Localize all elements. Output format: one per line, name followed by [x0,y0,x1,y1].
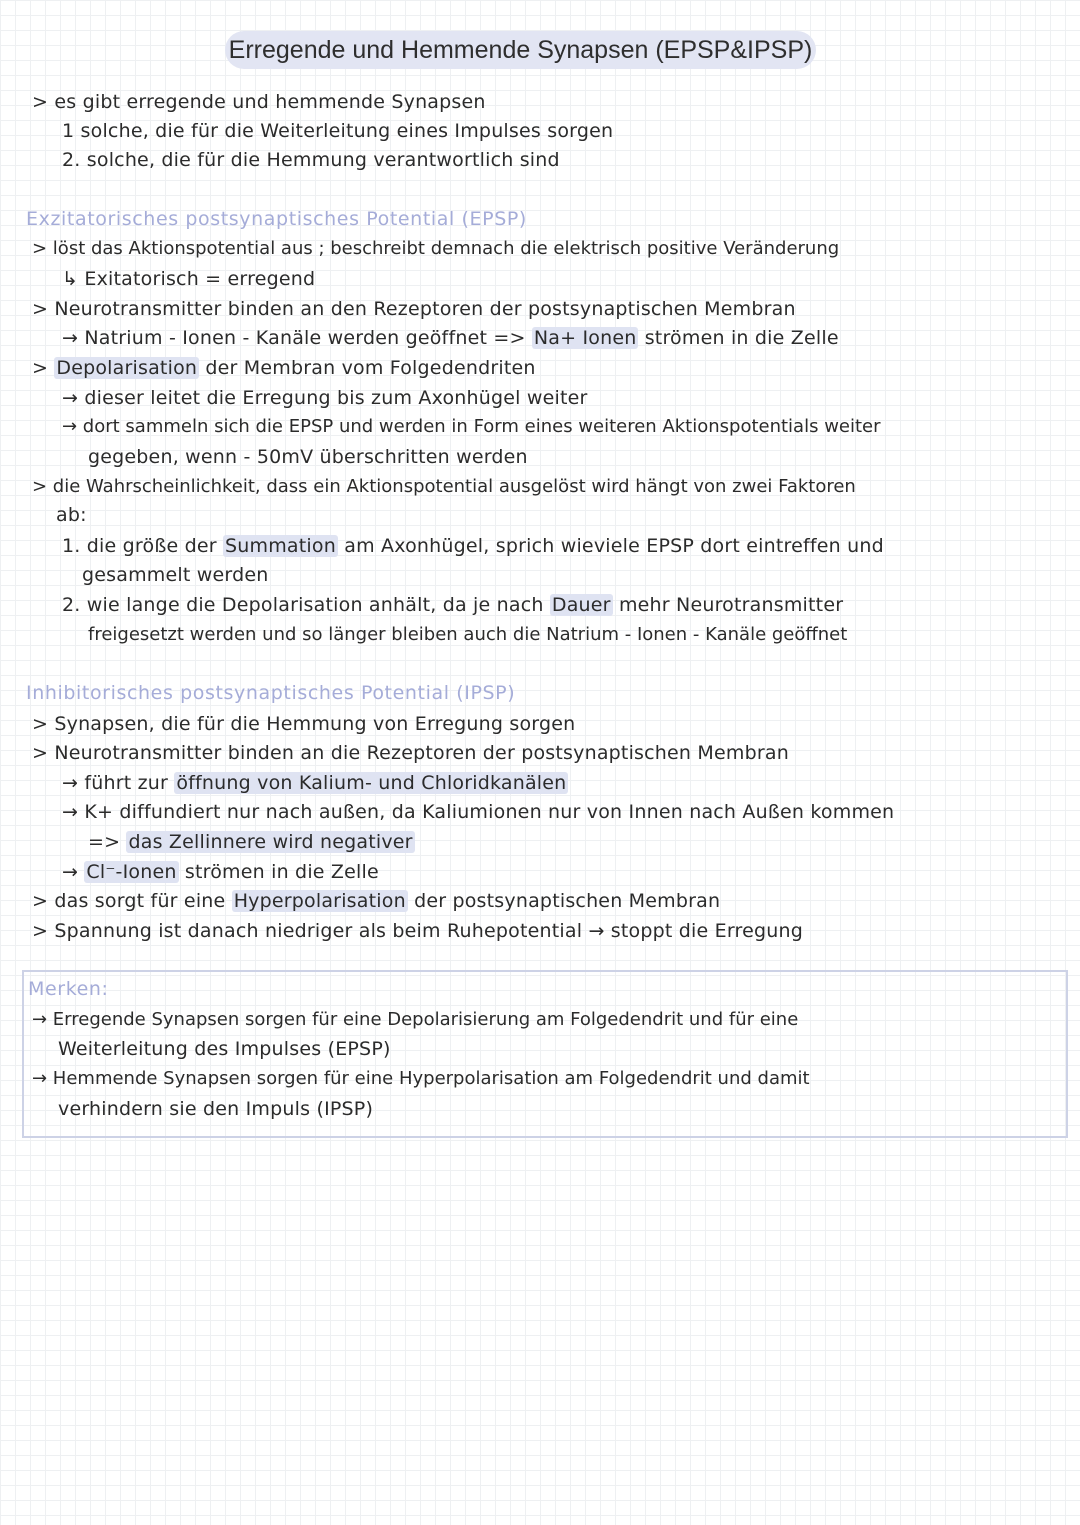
ipsp-line-6-end: strömen in die Zelle [178,861,379,883]
ipsp-line-5-start: => [88,831,127,853]
ipsp-line-3-start: → führt zur [62,772,175,794]
epsp-line-5-start: > [32,357,55,379]
ipsp-line-2: > Neurotransmitter binden an die Rezeptoren der postsynaptischen Membran [32,742,789,764]
epsp-line-4 [62,326,839,350]
factor-2-start: 2. wie lange die Depolarisation anhält, da je nach [62,594,550,616]
ipsp-line-7-end: der postsynaptischen Membran [407,890,721,912]
factor-1-end: am Axonhügel, sprich wieviele EPSP dort eintreffen und [337,535,884,557]
epsp-line-5-end: der Membran vom Folgedendriten [199,357,536,379]
highlight-hyperpolarisation: Hyperpolarisation [233,890,406,912]
highlight-summation: Summation [225,535,336,557]
memo-line-3: → Hemmende Synapsen sorgen für eine Hyperpolarisation am Folgedendrit und damit [32,1068,810,1089]
factor-2-end: mehr Neurotransmitter [612,594,844,616]
epsp-line-10: ab: [56,504,87,526]
epsp-line-2: ↳ Exitatorisch = erregend [62,268,316,290]
ipsp-line-7-start: > das sorgt für eine [32,890,232,912]
factor-2 [62,593,843,617]
factor-1-start: 1. die größe der [62,535,224,557]
highlight-cl-ions: Cl⁻-Ionen [86,861,177,883]
intro-item-2: 2. solche, die für die Hemmung verantwortlich sind [62,149,560,171]
epsp-line-6: → dieser leitet die Erregung bis zum Axonhügel weiter [62,387,588,409]
factor-1-cont: gesammelt werden [82,564,269,586]
ipsp-heading: Inhibitorisches postsynaptisches Potential (IPSP) [26,682,516,704]
ipsp-line-8: > Spannung ist danach niedriger als beim Ruhepotential → stoppt die Erregung [32,920,804,942]
highlight-negative: das Zellinnere wird negativer [128,831,413,853]
ipsp-line-6-start: → [62,861,85,883]
intro-item-1: 1 solche, die für die Weiterleitung eines Impulses sorgen [62,120,614,142]
page-title: Erregende und Hemmende Synapsen (EPSP&IPSP) [225,31,816,69]
highlight-dauer: Dauer [551,594,611,616]
memo-line-4: verhindern sie den Impuls (IPSP) [58,1098,374,1120]
highlight-depolarisation: Depolarisation [56,357,198,379]
epsp-line-5 [32,356,536,380]
epsp-line-3: > Neurotransmitter binden an den Rezeptoren der postsynaptischen Membran [32,298,796,320]
ipsp-line-6 [62,860,379,884]
epsp-heading: Exzitatorisches postsynaptisches Potential (EPSP) [26,208,527,230]
ipsp-line-3 [62,771,568,795]
ipsp-line-7 [32,889,720,913]
highlight-channels: öffnung von Kalium- und Chloridkanälen [176,772,567,794]
ipsp-line-5 [88,830,415,854]
epsp-line-7: → dort sammeln sich die EPSP und werden in Form eines weiteren Aktionspotentials weiter [62,416,881,437]
memo-line-1: → Erregende Synapsen sorgen für eine Depolarisierung am Folgedendrit und für eine [32,1009,799,1030]
epsp-line-4-text: → Natrium - Ionen - Kanäle werden geöffnet => [62,327,532,349]
epsp-line-1: > löst das Aktionspotential aus ; beschreibt demnach die elektrisch positive Veränderung [32,238,840,259]
memo-heading: Merken: [28,978,109,1000]
factor-2-cont: freigesetzt werden und so länger bleiben auch die Natrium - Ionen - Kanäle geöffnet [88,624,848,645]
epsp-line-8: gegeben, wenn - 50mV überschritten werden [88,446,528,468]
epsp-line-9: > die Wahrscheinlichkeit, dass ein Aktionspotential ausgelöst wird hängt von zwei Faktoren [32,476,856,497]
highlight-na-ions: Na+ Ionen [533,327,637,349]
ipsp-line-4: → K+ diffundiert nur nach außen, da Kaliumionen nur von Innen nach Außen kommen [62,801,895,823]
ipsp-line-1: > Synapsen, die für die Hemmung von Erregung sorgen [32,713,576,735]
memo-line-2: Weiterleitung des Impulses (EPSP) [58,1038,391,1060]
intro-line: > es gibt erregende und hemmende Synapsen [32,91,486,113]
epsp-line-4-end: strömen in die Zelle [638,327,839,349]
factor-1 [62,534,884,558]
